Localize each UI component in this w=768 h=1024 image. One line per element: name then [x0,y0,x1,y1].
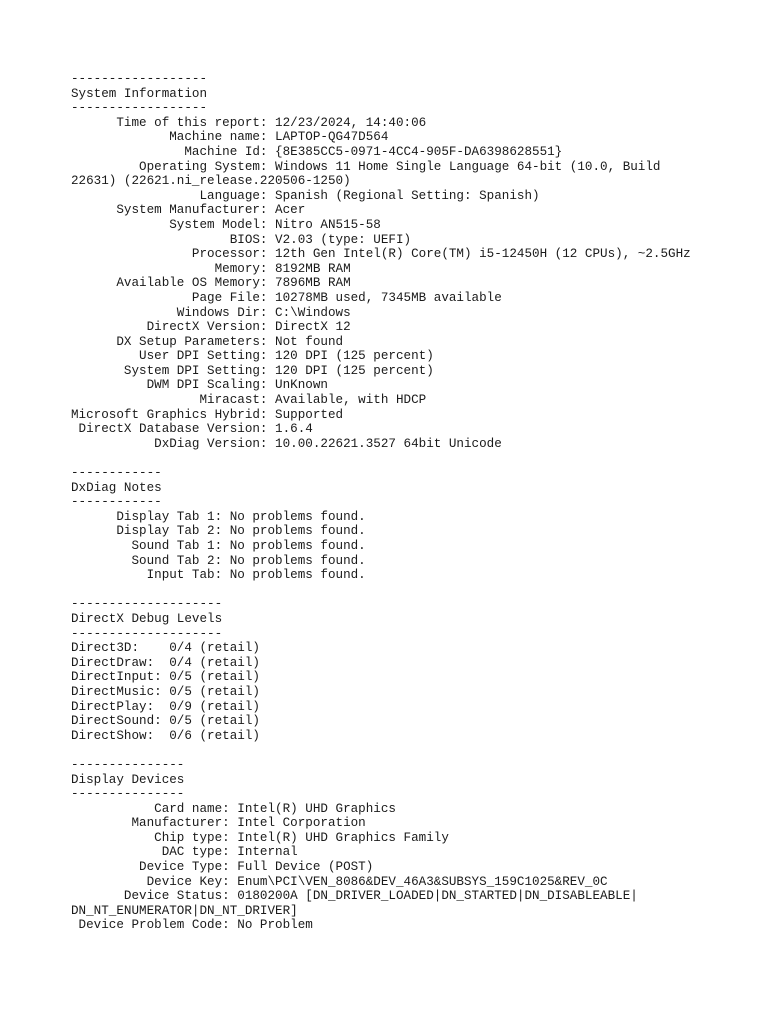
report-line: ------------ [71,495,162,510]
report-line [71,583,691,598]
report-line: Device Problem Code: No Problem [71,918,313,933]
report-line: DirectDraw: 0/4 (retail) [71,655,260,670]
report-line: ------------ [71,466,162,481]
report-line: DxDiag Version: 10.00.22621.3527 64bit Unicode [71,436,502,451]
report-line [71,451,691,466]
report-line: Page File: 10278MB used, 7345MB available [71,290,502,305]
report-line: Device Type: Full Device (POST) [71,860,374,875]
report-line: Miracast: Available, with HDCP [71,393,427,408]
report-line: Device Key: Enum\PCI\VEN_8086&DEV_46A3&SUBSYS_159C1025&REV_0C [71,874,608,889]
report-line: System DPI Setting: 120 DPI (125 percent) [71,363,434,378]
report-line: Machine Id: {8E385CC5-0971-4CC4-905F-DA6398628551} [71,144,563,159]
report-line: DirectX Debug Levels [71,611,223,626]
report-line: System Information [71,86,208,101]
report-line: Direct3D: 0/4 (retail) [71,641,260,656]
report-line: Display Tab 1: No problems found. [71,509,366,524]
report-line: DX Setup Parameters: Not found [71,334,344,349]
report-line: Sound Tab 1: No problems found. [71,539,366,553]
report-line: Manufacturer: Intel Corporation [71,816,366,831]
report-line: Memory: 8192MB RAM [71,261,351,276]
report-line: BIOS: V2.03 (type: UEFI) [71,232,412,247]
report-line: DirectSound: 0/5 (retail) [71,714,260,729]
report-line: DWM DPI Scaling: UnKnown [71,378,328,393]
report-line: Device Status: 0180200A [DN_DRIVER_LOADED|DN_STARTED|DN_DISABLEABLE| [71,889,638,904]
report-line: Microsoft Graphics Hybrid: Supported [71,407,344,422]
report-line: Chip type: Intel(R) UHD Graphics Family [71,830,449,845]
report-line: 22631) (22621.ni_release.220506-1250) [71,174,351,189]
report-line: DN_NT_ENUMERATOR|DN_NT_DRIVER] [71,903,298,918]
report-line: User DPI Setting: 120 DPI (125 percent) [71,349,434,364]
report-line: System Model: Nitro AN515-58 [71,217,381,232]
report-line: Available OS Memory: 7896MB RAM [71,276,351,291]
report-line: DirectInput: 0/5 (retail) [71,670,260,685]
report-line: -------------------- [71,626,223,641]
report-line: --------------- [71,787,185,802]
report-line [71,743,691,758]
report-line: ------------------ [71,72,208,86]
report-line: Display Tab 2: No problems found. [71,524,366,539]
report-line: System Manufacturer: Acer [71,203,306,218]
report-line: DAC type: Internal [71,845,298,860]
report-line: Input Tab: No problems found. [71,568,366,583]
report-line: Language: Spanish (Regional Setting: Spanish) [71,188,540,203]
report-line: Operating System: Windows 11 Home Single Language 64-bit (10.0, Build [71,159,661,174]
report-line: Display Devices [71,772,185,787]
report-line: --------------- [71,757,185,772]
report-line: DirectPlay: 0/9 (retail) [71,699,260,714]
report-line: DirectX Version: DirectX 12 [71,320,351,335]
report-line: DxDiag Notes [71,480,162,495]
report-line: Sound Tab 2: No problems found. [71,553,366,568]
report-line: Time of this report: 12/23/2024, 14:40:06 [71,115,427,130]
report-line: ------------------ [71,101,208,116]
report-line: -------------------- [71,597,223,612]
report-line: Card name: Intel(R) UHD Graphics [71,801,396,816]
report-line: DirectMusic: 0/5 (retail) [71,684,260,699]
report-line: Windows Dir: C:\Windows [71,305,351,320]
report-line: Processor: 12th Gen Intel(R) Core(TM) i5-12450H (12 CPUs), ~2.5GHz [71,247,691,262]
report-line: DirectShow: 0/6 (retail) [71,728,260,743]
dxdiag-report-text [71,72,691,933]
report-line: Machine name: LAPTOP-QG47D564 [71,130,389,145]
report-line: DirectX Database Version: 1.6.4 [71,422,313,437]
